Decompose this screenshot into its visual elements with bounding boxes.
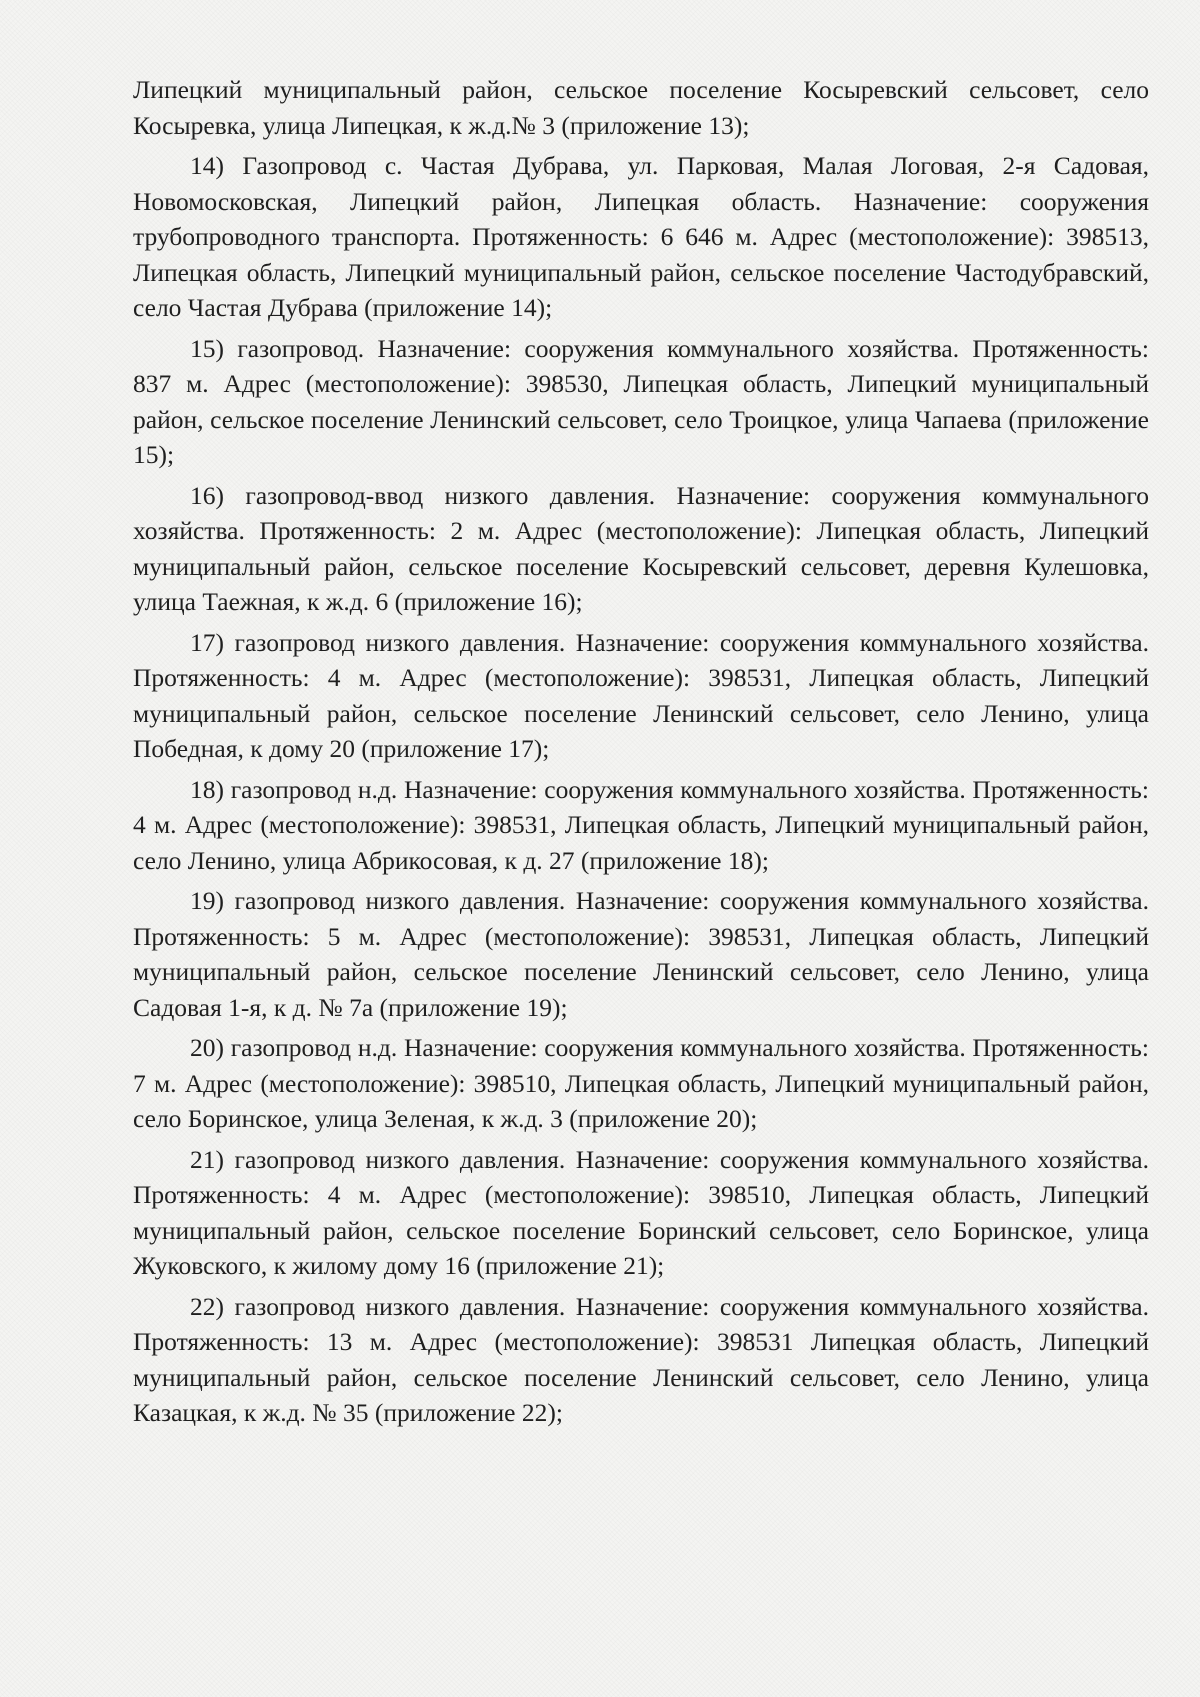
document-body xyxy=(133,72,1149,1436)
paragraph-item-19: 19) газопровод низкого давления. Назначение: сооружения коммунального хозяйства. Протяженность: 5 м. Адрес (местоположение): 398531, Липецкая область, Липецкий муниципальный район, сельское поселение Ленинский сельсовет, село Ленино, улица Садовая 1-я, к д. № 7а (приложение 19); xyxy=(133,886,1149,1022)
paragraph-item-18: 18) газопровод н.д. Назначение: сооружения коммунального хозяйства. Протяженность: 4 м. Адрес (местоположение): 398531, Липецкая область, Липецкий муниципальный район, село Ленино, улица Абрикосовая, к д. 27 (приложение 18); xyxy=(133,774,1149,875)
paragraph-item-20: 20) газопровод н.д. Назначение: сооружения коммунального хозяйства. Протяженность: 7 м. Адрес (местоположение): 398510, Липецкая область, Липецкий муниципальный район, село Боринское, улица Зеленая, к ж.д. 3 (приложение 20); xyxy=(133,1033,1149,1133)
paragraph-item-14: 14) Газопровод с. Частая Дубрава, ул. Парковая, Малая Логовая, 2-я Садовая, Новомосковская, Липецкий район, Липецкая область. Назначение: сооружения трубопроводного транспорта. Протяженность: 6 646 м. Адрес (местоположение): 398513, Липецкая область, Липецкий муниципальный район, сельское поселение Частодубравский, село Частая Дубрава (приложение 14); xyxy=(133,151,1149,322)
paragraph-item-16: 16) газопровод-ввод низкого давления. Назначение: сооружения коммунального хозяйства. Протяженность: 2 м. Адрес (местоположение): Липецкая область, Липецкий муниципальный район, сельское поселение Косыревский сельсовет, деревня Кулешовка, улица Таежная, к ж.д. 6 (приложение 16); xyxy=(133,480,1149,616)
paragraph-item-15: 15) газопровод. Назначение: сооружения коммунального хозяйства. Протяженность: 837 м. Адрес (местоположение): 398530, Липецкая область, Липецкий муниципальный район, сельское поселение Ленинский сельсовет, село Троицкое, улица Чапаева (приложение 15); xyxy=(133,333,1149,469)
paragraph-continuation-item-13: Липецкий муниципальный район, сельское поселение Косыревский сельсовет, село Косыревка, улица Липецкая, к ж.д.№ 3 (приложение 13); xyxy=(133,75,1149,140)
paragraph-item-17: 17) газопровод низкого давления. Назначение: сооружения коммунального хозяйства. Протяженность: 4 м. Адрес (местоположение): 398531, Липецкая область, Липецкий муниципальный район, сельское поселение Ленинский сельсовет, село Ленино, улица Победная, к дому 20 (приложение 17); xyxy=(133,627,1149,763)
paragraph-item-21: 21) газопровод низкого давления. Назначение: сооружения коммунального хозяйства. Протяженность: 4 м. Адрес (местоположение): 398510, Липецкая область, Липецкий муниципальный район, сельское поселение Боринский сельсовет, село Боринское, улица Жуковского, к жилому дому 16 (приложение 21); xyxy=(133,1144,1149,1280)
paragraph-item-22: 22) газопровод низкого давления. Назначение: сооружения коммунального хозяйства. Протяженность: 13 м. Адрес (местоположение): 398531 Липецкая область, Липецкий муниципальный район, сельское поселение Ленинский сельсовет, село Ленино, улица Казацкая, к ж.д. № 35 (приложение 22); xyxy=(133,1291,1149,1427)
